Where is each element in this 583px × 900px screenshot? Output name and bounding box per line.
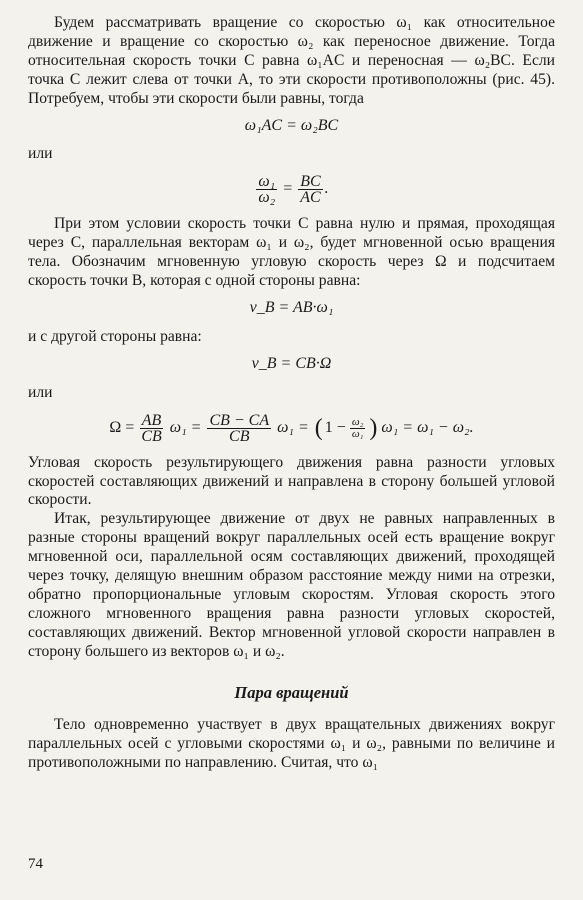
open-parenthesis: ( <box>314 415 323 442</box>
page-number: 74 <box>28 856 43 872</box>
fraction-denominator: AC <box>300 189 321 207</box>
fraction-cb-minus-ca <box>207 413 271 444</box>
fraction-numerator: BC <box>300 173 321 191</box>
fraction-denominator: CB <box>141 427 162 445</box>
formula-vb-second: v_B = CB·Ω <box>251 354 332 372</box>
fraction-denominator: ω₁ <box>351 427 364 440</box>
paragraph-instant-axis: При этом условии скорость точки C равна нулю и прямая, проходящая через C, параллельная векторам ω₁ и ω₂, будет мгновенной осью вращения тела. Обозначим мгновенную угловую скорость через Ω и подсчитаем скорость точки B, которая с одной стороны равна: <box>28 215 555 290</box>
formula-period: . <box>324 180 329 198</box>
word-or: или <box>28 383 53 401</box>
text-other-side: и с другой стороны равна: <box>28 327 202 345</box>
fraction-denominator: CB <box>229 427 250 445</box>
equals-sign: = <box>283 180 293 198</box>
word-or: или <box>28 145 53 163</box>
formula-term: ω₁ = <box>277 418 309 436</box>
fraction-numerator: AB <box>141 411 162 429</box>
fraction-numerator: CB − CA <box>209 411 270 429</box>
fraction-denominator: ω₂ <box>258 189 276 207</box>
fraction-length-ratio <box>298 174 322 205</box>
page-content <box>28 14 555 773</box>
formula-term: ω₁ = <box>169 418 202 436</box>
fraction-numerator: ω₁ <box>258 173 276 191</box>
formula-ratio <box>28 174 555 205</box>
formula-term: 1 − <box>324 418 346 436</box>
paragraph-relative-motion: Будем рассматривать вращение со скоростью ω₁ как относительное движение и вращение со скоростью ω₂ как переносное движение. Тогда относительная скорость точки C равна ω₁AC и переносная — ω₂BC. Если точка C лежит слева от точки A, то эти скорости противоположны (рис. 45). Потребуем, чтобы эти скорости были равны, тогда <box>28 14 555 107</box>
close-parenthesis: ) <box>369 415 378 442</box>
fraction-ab-cb <box>139 413 163 444</box>
paragraph-summary: Итак, результирующее движение от двух не равных направленных в разные стороны вращений вокруг параллельных осей есть вращение вокруг мгновенной оси, параллельной осям составляющих движений, проходящей через точку, делящую внешним образом расстояние между ними на отрезки, обратно пропорциональные угловым скоростям. Угловая скорость этого сложного мгновенного вращения равна разности угловых скоростей, составляющих движений. Вектор мгновенной угловой скорости направлен в сторону большего из векторов ω₁ и ω₂. <box>28 510 555 660</box>
fraction-omega-ratio <box>256 174 277 205</box>
paragraph-rotation-pair: Тело одновременно участвует в двух вращательных движениях вокруг параллельных осей с угловыми скоростями ω₁ и ω₂, равными по величине и противоположными по направлению. Считая, что ω₁ <box>28 716 555 772</box>
formula-vb-first: v_B = AB·ω₁ <box>249 298 334 316</box>
fraction-numerator: ω₂ <box>351 415 364 428</box>
formula-term: ω₁ = ω₁ − ω₂. <box>381 418 474 436</box>
formula-velocity-equality: ω₁AC = ω₂BC <box>244 116 339 134</box>
fraction-omega2-omega1 <box>350 417 366 440</box>
formula-omega-lhs: Ω = <box>109 418 135 436</box>
formula-omega-result <box>28 413 555 444</box>
paragraph-angular-velocity: Угловая скорость результирующего движения равна разности угловых скоростей составляющих движений и направлена в сторону большей угловой скорости. <box>28 453 555 509</box>
section-heading: Пара вращений <box>234 682 349 702</box>
